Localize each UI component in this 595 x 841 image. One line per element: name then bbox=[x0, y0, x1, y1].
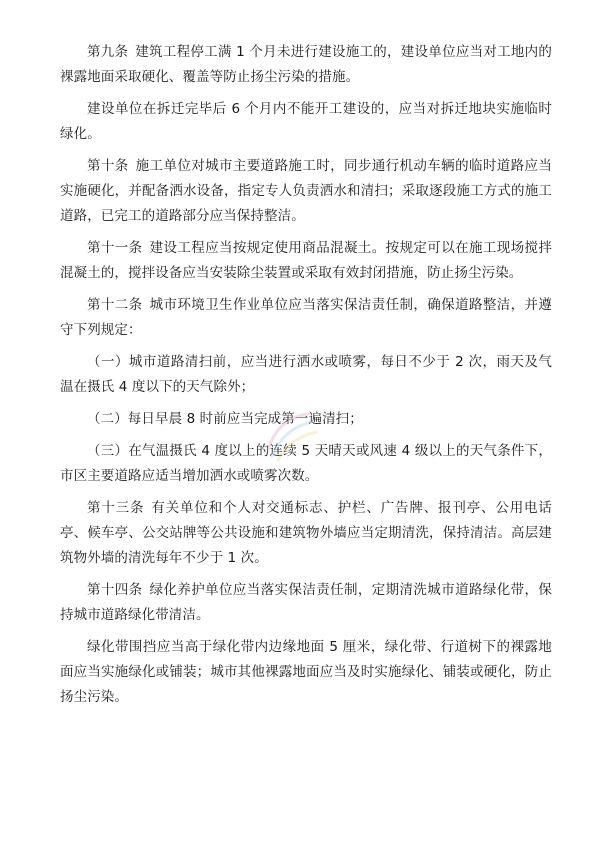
paragraph-text: （一）城市道路清扫前，应当进行洒水或喷雾，每日不少于 2 次，雨天及气温在摄氏 4 度以下的天气除外； bbox=[60, 354, 552, 395]
paragraph-article-14-clause-2 bbox=[60, 635, 552, 710]
article-number: 第十四条 bbox=[87, 582, 143, 598]
paragraph-text: 有关单位和个人对交通标志、护栏、广告牌、报刊亭、公用电话亭、候车亭、公交站牌等公共设施和建筑物外墙应当定期清洗，保持清洁。高层建筑物外墙的清洗每年不少于 1 次。 bbox=[60, 500, 552, 566]
paragraph-text: 绿化养护单位应当落实保洁责任制，定期清洗城市道路绿化带，保持城市道路绿化带清洁。 bbox=[60, 582, 553, 623]
article-number: 第九条 bbox=[87, 44, 129, 60]
paragraph-text: （三）在气温摄氏 4 度以上的连续 5 天晴天或风速 4 级以上的天气条件下，市区主要道路应适当增加洒水或喷雾次数。 bbox=[60, 443, 552, 484]
document-body bbox=[60, 40, 552, 717]
paragraph-text: 城市环境卫生作业单位应当落实保洁责任制，确保道路整洁，并遵守下列规定： bbox=[60, 297, 553, 338]
paragraph-text: （二）每日早晨 8 时前应当完成第一遍清扫； bbox=[87, 411, 363, 427]
paragraph-article-10 bbox=[60, 154, 552, 229]
article-number: 第十条 bbox=[87, 158, 129, 174]
paragraph-article-12-item-1 bbox=[60, 350, 552, 400]
paragraph-article-9-clause-2 bbox=[60, 97, 552, 147]
cloud-watermark-icon bbox=[258, 404, 322, 468]
paragraph-article-12 bbox=[60, 293, 552, 343]
paragraph-article-13 bbox=[60, 496, 552, 571]
paragraph-text: 建设单位在拆迁完毕后 6 个月内不能开工建设的，应当对拆迁地块实施临时绿化。 bbox=[60, 101, 552, 142]
paragraph-text: 建设工程应当按规定使用商品混凝土。按规定可以在施工现场搅拌混凝土的，搅拌设备应当安装除尘装置或采取有效封闭措施，防止扬尘污染。 bbox=[60, 240, 553, 281]
article-number: 第十一条 bbox=[87, 240, 143, 256]
paragraph-article-11 bbox=[60, 236, 552, 286]
paragraph-text: 建筑工程停工满 1 个月未进行建设施工的，建设单位应当对工地内的裸露地面采取硬化、覆盖等防止扬尘污染的措施。 bbox=[60, 44, 552, 85]
paragraph-article-9 bbox=[60, 40, 552, 90]
paragraph-text: 绿化带围挡应当高于绿化带内边缘地面 5 厘米，绿化带、行道树下的裸露地面应当实施绿化或铺装；城市其他裸露地面应当及时实施绿化、铺装或硬化，防止扬尘污染。 bbox=[60, 639, 552, 705]
article-number: 第十三条 bbox=[87, 500, 145, 516]
paragraph-text: 施工单位对城市主要道路施工时，同步通行机动车辆的临时道路应当实施硬化，并配备洒水设备，指定专人负责洒水和清扫；采取逐段施工方式的施工道路，已完工的道路部分应当保持整洁。 bbox=[60, 158, 552, 224]
article-number: 第十二条 bbox=[87, 297, 143, 313]
paragraph-article-14 bbox=[60, 578, 552, 628]
